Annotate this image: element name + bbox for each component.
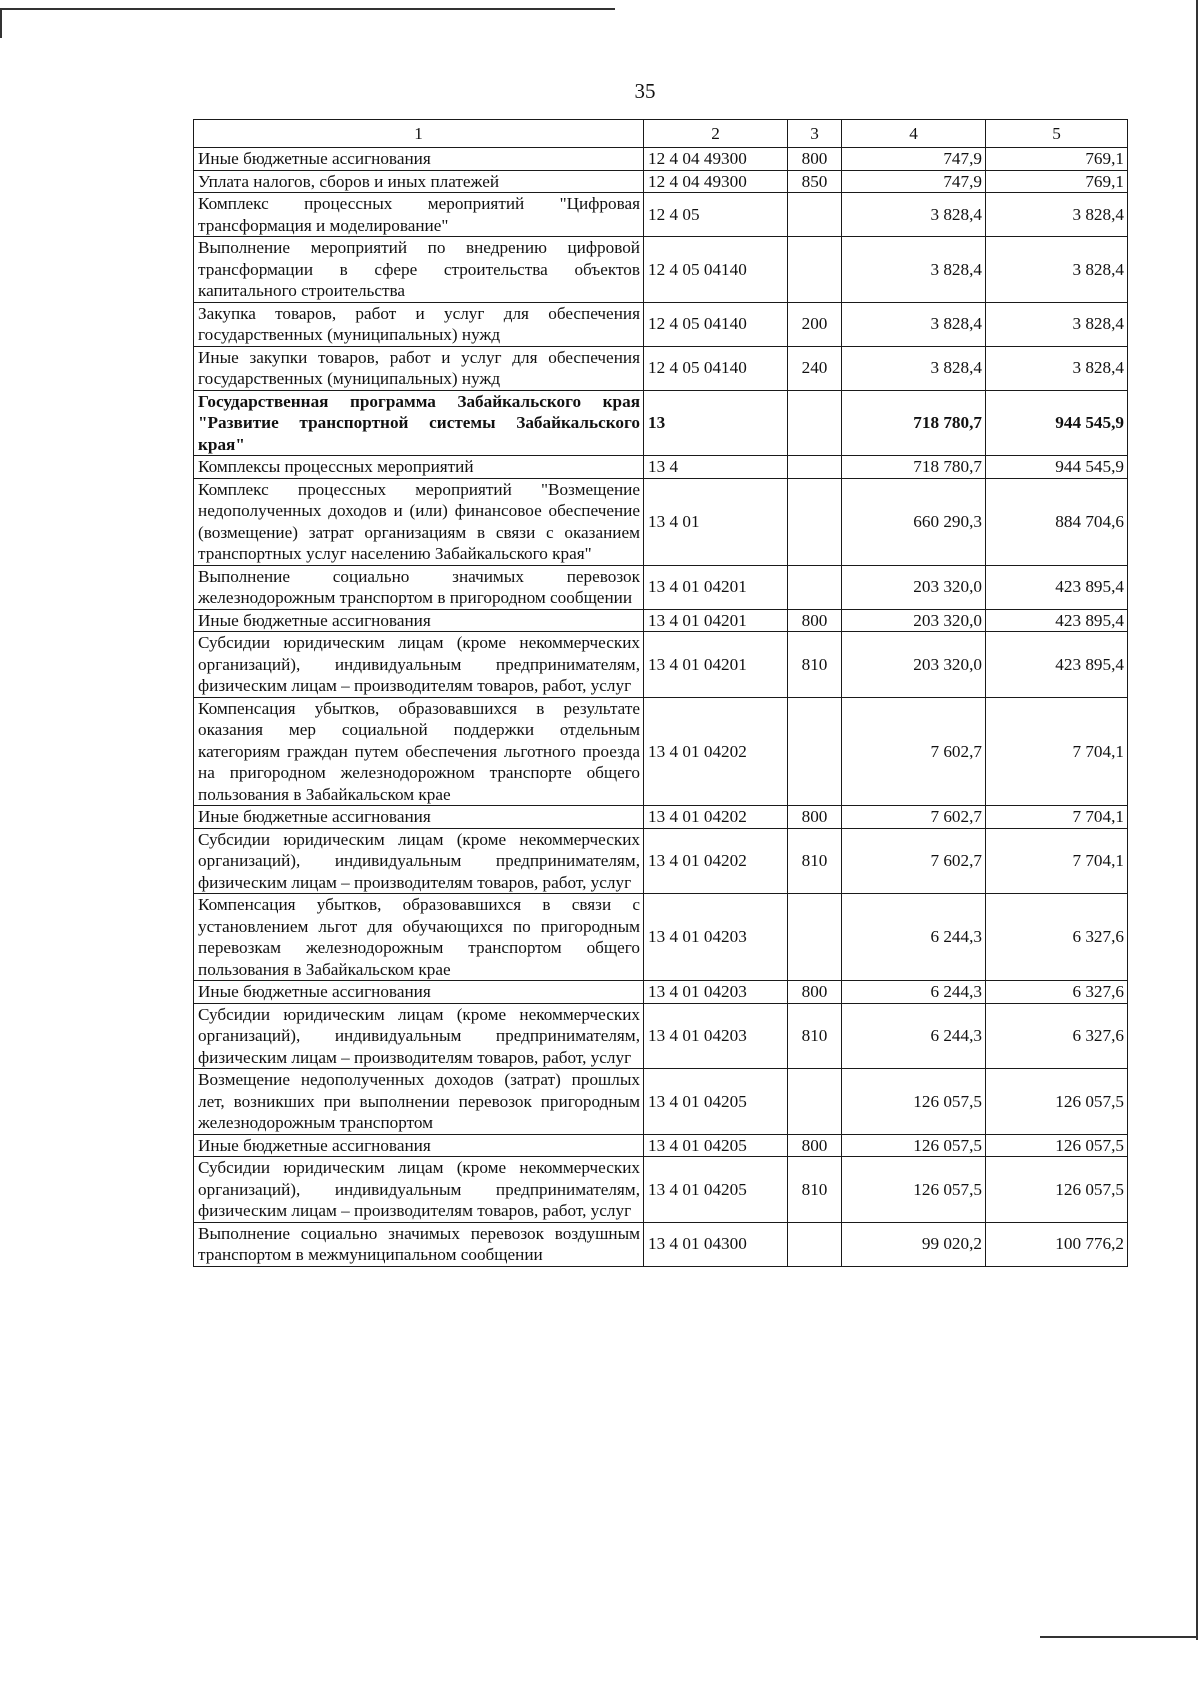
table-body <box>194 120 1128 1267</box>
row-amount-col4: 747,9 <box>842 170 986 193</box>
row-amount-col4: 660 290,3 <box>842 478 986 565</box>
row-amount-col5: 126 057,5 <box>986 1134 1128 1157</box>
row-expense-type: 240 <box>788 346 842 390</box>
table-row <box>194 894 1128 981</box>
row-name: Субсидии юридическим лицам (кроме некоммерческих организаций), индивидуальным предпринимателям, физическим лицам – производителям товаров, работ, услуг <box>194 1157 644 1223</box>
row-amount-col5: 3 828,4 <box>986 193 1128 237</box>
row-code: 12 4 05 04140 <box>644 237 788 303</box>
row-expense-type <box>788 1069 842 1135</box>
row-name: Комплекс процессных мероприятий "Возмещение недополученных доходов и (или) финансовое обеспечение (возмещение) затрат организациям в связи с оказанием транспортных услуг населению Забайкальского края" <box>194 478 644 565</box>
row-amount-col4: 7 602,7 <box>842 697 986 806</box>
header-col-1: 1 <box>194 120 644 148</box>
budget-table <box>193 119 1128 1267</box>
row-name: Субсидии юридическим лицам (кроме некоммерческих организаций), индивидуальным предпринимателям, физическим лицам – производителям товаров, работ, услуг <box>194 828 644 894</box>
row-code: 13 4 01 04203 <box>644 1003 788 1069</box>
header-col-2: 2 <box>644 120 788 148</box>
row-amount-col4: 3 828,4 <box>842 193 986 237</box>
row-code: 13 4 <box>644 456 788 479</box>
row-code: 13 <box>644 390 788 456</box>
row-code: 12 4 05 04140 <box>644 302 788 346</box>
row-name: Выполнение мероприятий по внедрению цифровой трансформации в сфере строительства объектов капитального строительства <box>194 237 644 303</box>
row-expense-type <box>788 456 842 479</box>
row-code: 13 4 01 04201 <box>644 565 788 609</box>
scan-border-bottom <box>1040 1636 1198 1638</box>
row-expense-type <box>788 894 842 981</box>
row-name: Комплекс процессных мероприятий "Цифровая трансформация и моделирование" <box>194 193 644 237</box>
row-expense-type <box>788 565 842 609</box>
row-amount-col5: 884 704,6 <box>986 478 1128 565</box>
row-code: 12 4 05 <box>644 193 788 237</box>
row-expense-type: 850 <box>788 170 842 193</box>
row-expense-type: 810 <box>788 828 842 894</box>
table-header-row <box>194 120 1128 148</box>
row-amount-col5: 7 704,1 <box>986 697 1128 806</box>
row-amount-col4: 3 828,4 <box>842 346 986 390</box>
table-row <box>194 346 1128 390</box>
row-amount-col5: 423 895,4 <box>986 609 1128 632</box>
row-name: Иные бюджетные ассигнования <box>194 609 644 632</box>
row-code: 13 4 01 04205 <box>644 1134 788 1157</box>
row-amount-col5: 126 057,5 <box>986 1069 1128 1135</box>
row-amount-col4: 7 602,7 <box>842 806 986 829</box>
row-name: Государственная программа Забайкальского края "Развитие транспортной системы Забайкальского края" <box>194 390 644 456</box>
row-amount-col5: 423 895,4 <box>986 632 1128 698</box>
table-row <box>194 1157 1128 1223</box>
page-number: 35 <box>634 79 656 103</box>
row-name: Иные бюджетные ассигнования <box>194 1134 644 1157</box>
table-row <box>194 193 1128 237</box>
row-amount-col4: 718 780,7 <box>842 390 986 456</box>
row-name: Субсидии юридическим лицам (кроме некоммерческих организаций), индивидуальным предпринимателям, физическим лицам – производителям товаров, работ, услуг <box>194 632 644 698</box>
row-amount-col4: 6 244,3 <box>842 894 986 981</box>
row-amount-col4: 99 020,2 <box>842 1222 986 1266</box>
table-row <box>194 456 1128 479</box>
row-code: 12 4 04 49300 <box>644 148 788 171</box>
row-name: Выполнение социально значимых перевозок железнодорожным транспортом в пригородном сообщении <box>194 565 644 609</box>
row-expense-type <box>788 193 842 237</box>
row-amount-col5: 126 057,5 <box>986 1157 1128 1223</box>
row-amount-col5: 944 545,9 <box>986 390 1128 456</box>
row-code: 12 4 05 04140 <box>644 346 788 390</box>
row-code: 13 4 01 04202 <box>644 806 788 829</box>
row-code: 13 4 01 04203 <box>644 894 788 981</box>
table-row <box>194 1069 1128 1135</box>
row-amount-col5: 3 828,4 <box>986 346 1128 390</box>
row-amount-col5: 3 828,4 <box>986 237 1128 303</box>
row-amount-col4: 6 244,3 <box>842 1003 986 1069</box>
row-amount-col5: 7 704,1 <box>986 828 1128 894</box>
table-row <box>194 828 1128 894</box>
scan-border-right <box>1196 0 1198 1640</box>
row-amount-col5: 100 776,2 <box>986 1222 1128 1266</box>
row-name: Иные бюджетные ассигнования <box>194 981 644 1004</box>
row-code: 13 4 01 04201 <box>644 609 788 632</box>
row-amount-col5: 769,1 <box>986 170 1128 193</box>
header-col-5: 5 <box>986 120 1128 148</box>
row-code: 13 4 01 04201 <box>644 632 788 698</box>
row-amount-col4: 718 780,7 <box>842 456 986 479</box>
row-expense-type: 200 <box>788 302 842 346</box>
row-amount-col4: 203 320,0 <box>842 632 986 698</box>
row-expense-type: 800 <box>788 981 842 1004</box>
row-expense-type: 810 <box>788 1003 842 1069</box>
table-row <box>194 697 1128 806</box>
table-row <box>194 806 1128 829</box>
row-amount-col5: 944 545,9 <box>986 456 1128 479</box>
row-expense-type: 800 <box>788 1134 842 1157</box>
row-amount-col4: 126 057,5 <box>842 1157 986 1223</box>
row-amount-col5: 6 327,6 <box>986 1003 1128 1069</box>
row-amount-col4: 126 057,5 <box>842 1069 986 1135</box>
table-row <box>194 632 1128 698</box>
row-name: Уплата налогов, сборов и иных платежей <box>194 170 644 193</box>
row-name: Компенсация убытков, образовавшихся в связи с установлением льгот для обучающихся по пригородным перевозкам железнодорожным транспортом общего пользования в Забайкальском крае <box>194 894 644 981</box>
table-row <box>194 1222 1128 1266</box>
row-name: Иные закупки товаров, работ и услуг для обеспечения государственных (муниципальных) нужд <box>194 346 644 390</box>
table-row <box>194 148 1128 171</box>
row-expense-type: 800 <box>788 806 842 829</box>
row-code: 13 4 01 04202 <box>644 697 788 806</box>
row-name: Выполнение социально значимых перевозок воздушным транспортом в межмуниципальном сообщении <box>194 1222 644 1266</box>
row-amount-col5: 3 828,4 <box>986 302 1128 346</box>
row-amount-col5: 6 327,6 <box>986 894 1128 981</box>
row-code: 13 4 01 04205 <box>644 1157 788 1223</box>
table-row <box>194 565 1128 609</box>
row-amount-col5: 423 895,4 <box>986 565 1128 609</box>
table-row <box>194 170 1128 193</box>
row-expense-type: 810 <box>788 1157 842 1223</box>
row-amount-col5: 769,1 <box>986 148 1128 171</box>
row-name: Комплексы процессных мероприятий <box>194 456 644 479</box>
row-amount-col4: 126 057,5 <box>842 1134 986 1157</box>
row-expense-type <box>788 697 842 806</box>
row-code: 13 4 01 04300 <box>644 1222 788 1266</box>
header-col-4: 4 <box>842 120 986 148</box>
row-code: 13 4 01 04203 <box>644 981 788 1004</box>
row-amount-col5: 7 704,1 <box>986 806 1128 829</box>
table-row <box>194 1003 1128 1069</box>
row-code: 13 4 01 04205 <box>644 1069 788 1135</box>
header-col-3: 3 <box>788 120 842 148</box>
row-name: Субсидии юридическим лицам (кроме некоммерческих организаций), индивидуальным предпринимателям, физическим лицам – производителям товаров, работ, услуг <box>194 1003 644 1069</box>
row-expense-type <box>788 478 842 565</box>
scan-border-top <box>0 8 615 10</box>
row-name: Возмещение недополученных доходов (затрат) прошлых лет, возникших при выполнении перевозок пригородным железнодорожным транспортом <box>194 1069 644 1135</box>
row-expense-type: 800 <box>788 148 842 171</box>
row-expense-type <box>788 1222 842 1266</box>
scan-border-left <box>0 8 2 38</box>
row-amount-col4: 6 244,3 <box>842 981 986 1004</box>
table-row <box>194 478 1128 565</box>
table-row <box>194 1134 1128 1157</box>
table-row <box>194 981 1128 1004</box>
row-amount-col4: 203 320,0 <box>842 565 986 609</box>
row-amount-col4: 747,9 <box>842 148 986 171</box>
row-expense-type <box>788 390 842 456</box>
row-name: Закупка товаров, работ и услуг для обеспечения государственных (муниципальных) нужд <box>194 302 644 346</box>
row-expense-type: 800 <box>788 609 842 632</box>
row-amount-col4: 7 602,7 <box>842 828 986 894</box>
table-row <box>194 237 1128 303</box>
row-code: 13 4 01 04202 <box>644 828 788 894</box>
row-name: Компенсация убытков, образовавшихся в результате оказания мер социальной поддержки отдельным категориям граждан путем обеспечения льготного проезда на пригородном железнодорожном транспорте общего пользования в Забайкальском крае <box>194 697 644 806</box>
row-code: 13 4 01 <box>644 478 788 565</box>
row-expense-type <box>788 237 842 303</box>
table-row <box>194 302 1128 346</box>
row-amount-col4: 3 828,4 <box>842 237 986 303</box>
table-row <box>194 390 1128 456</box>
row-expense-type: 810 <box>788 632 842 698</box>
row-amount-col4: 203 320,0 <box>842 609 986 632</box>
row-name: Иные бюджетные ассигнования <box>194 148 644 171</box>
row-code: 12 4 04 49300 <box>644 170 788 193</box>
row-amount-col4: 3 828,4 <box>842 302 986 346</box>
row-name: Иные бюджетные ассигнования <box>194 806 644 829</box>
row-amount-col5: 6 327,6 <box>986 981 1128 1004</box>
table-row <box>194 609 1128 632</box>
